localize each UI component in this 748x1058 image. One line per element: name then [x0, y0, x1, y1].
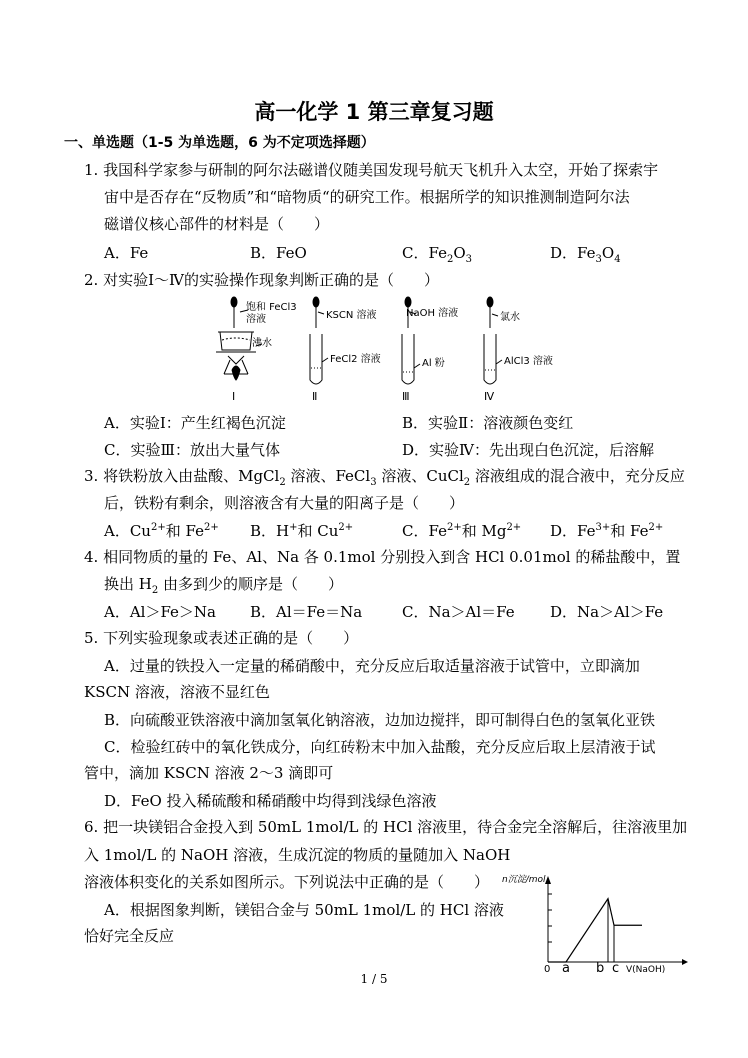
q5-option-b[interactable]: B．向硫酸亚铁溶液中滴加氢氧化钠溶液，边加边搅拌，即可制得白色的氢氧化亚铁 — [104, 711, 656, 729]
q6-option-a-cont: 恰好完全反应 — [84, 927, 175, 945]
q4-option-a[interactable]: A．Al＞Fe＞Na — [104, 603, 216, 621]
q4-line1: 4. 相同物质的量的 Fe、Al、Na 各 0.1mol 分别投入到含 HCl 0.01mol 的稀盐酸中，置 — [84, 548, 681, 566]
fig-label-fecl3: 饱和 FeCl3 — [246, 302, 297, 313]
page-number: 1 / 5 — [360, 972, 388, 986]
q1-option-b[interactable]: B．FeO — [250, 244, 307, 262]
q1-line3: 磁谱仪核心部件的材料是（ ） — [104, 215, 330, 233]
q6-option-a[interactable]: A．根据图象判断，镁铝合金与 50mL 1mol/L 的 HCl 溶液 — [104, 901, 504, 919]
beaker-icon — [216, 332, 256, 352]
q2-stem: 2. 对实验Ⅰ～Ⅳ的实验操作现象判断正确的是（ ） — [84, 271, 439, 289]
x-tick-label: b — [596, 961, 605, 974]
q5-stem: 5. 下列实验现象或表述正确的是（ ） — [84, 629, 359, 647]
fig-label-fecl2: FeCl2 溶液 — [330, 354, 381, 365]
fig-label-chlorine-water: 氯水 — [500, 312, 520, 323]
fig-label-solution: 溶液 — [246, 314, 266, 325]
x-tick-label: 0 — [544, 964, 551, 974]
q5-option-c[interactable]: C．检验红砖中的氧化铁成分，向红砖粉末中加入盐酸，充分反应后取上层清液于试 — [104, 738, 656, 756]
q1-option-d-text: D．$Fe_3O_4$ — [550, 244, 621, 265]
fig-roman-4: Ⅳ — [484, 390, 495, 403]
experiment-figure — [210, 294, 570, 406]
q3-option-c[interactable]: C．$Fe^{2+}$和 $Mg^{2+}$ — [402, 522, 522, 540]
fig-label-alcl3: AlCl3 溶液 — [504, 356, 553, 367]
y-axis-label: n沉淀/mol — [502, 875, 546, 885]
x-axis-label: V(NaOH) — [626, 965, 666, 974]
fig-label-kscn: KSCN 溶液 — [326, 310, 377, 321]
q3-option-d[interactable]: D．$Fe^{3+}$和 $Fe^{2+}$ — [550, 522, 664, 540]
q6-line3: 溶液体积变化的关系如图所示。下列说法中正确的是（ ） — [84, 873, 490, 891]
q1-option-d[interactable] — [550, 242, 621, 263]
x-tick-label: a — [562, 961, 570, 974]
q2-option-d[interactable]: D．实验Ⅳ：先出现白色沉淀，后溶解 — [402, 441, 655, 459]
q3-line1: 3. 将铁粉放入由盐酸、MgCl$_2$ 溶液、FeCl$_3$ 溶液、CuCl$_2$ 溶液组成的混合液中，充分反应 — [84, 467, 685, 488]
q2-option-a[interactable]: A．实验Ⅰ：产生红褐色沉淀 — [104, 414, 286, 432]
dropper-icon — [231, 297, 237, 328]
q6-line1: 6. 把一块镁铝合金投入到 50mL 1mol/L 的 HCl 溶液里，待合金完全溶解后，往溶液里加 — [84, 818, 688, 836]
precipitate-chart — [496, 868, 692, 974]
q1-option-a[interactable]: A．Fe — [104, 244, 149, 262]
test-tube-icon — [310, 334, 322, 384]
x-axis-arrow — [682, 959, 688, 965]
q1-line1: 1. 我国科学家参与研制的阿尔法磁谱仪随美国发现号航天飞机升入太空，开始了探索宇 — [84, 161, 659, 179]
x-tick-label: c — [612, 961, 620, 974]
q5-option-d[interactable]: D．FeO 投入稀硫酸和稀硝酸中均得到浅绿色溶液 — [104, 792, 437, 810]
dropper-icon — [487, 297, 493, 328]
fig-label-naoh: NaOH 溶液 — [406, 308, 459, 319]
fig-roman-3: Ⅲ — [402, 390, 410, 403]
q1-line2: 宙中是否存在“反物质”和“暗物质“的研究工作。根据所学的知识推测制造阿尔法 — [104, 188, 630, 206]
q5-option-c-cont: 管中，滴加 KSCN 溶液 2～3 滴即可 — [84, 764, 334, 782]
fig-roman-1: Ⅰ — [232, 390, 236, 403]
q4-option-b[interactable]: B．Al＝Fe＝Na — [250, 603, 363, 621]
series-line — [548, 899, 642, 962]
q3-line2: 后，铁粉有剩余，则溶液含有大量的阳离子是（ ） — [104, 494, 465, 512]
q3-option-a[interactable]: A．$Cu^{2+}$和 $Fe^{2+}$ — [104, 522, 219, 540]
q1-option-c-text: C．$Fe_2O_3$ — [402, 244, 473, 265]
q3-option-b[interactable]: B．H+和 $Cu^{2+}$ — [250, 522, 354, 540]
q6-line2: 入 1mol/L 的 NaOH 溶液，生成沉淀的物质的量随加入 NaOH — [84, 846, 511, 864]
section-heading: 一、单选题（1-5 为单选题，6 为不定项选择题） — [64, 135, 375, 151]
q2-option-c[interactable]: C．实验Ⅲ：放出大量气体 — [104, 441, 280, 459]
test-tube-icon — [402, 334, 414, 384]
q4-option-d[interactable]: D．Na＞Al＞Fe — [550, 603, 664, 621]
fig-roman-2: Ⅱ — [312, 390, 318, 403]
fig-label-al-powder: Al 粉 — [422, 358, 445, 369]
q1-option-c[interactable] — [402, 242, 472, 263]
y-axis-arrow — [545, 876, 551, 884]
q5-option-a-cont: KSCN 溶液，溶液不显红色 — [84, 683, 270, 701]
page-title: 高一化学 1 第三章复习题 — [254, 100, 494, 124]
q4-option-c[interactable]: C．Na＞Al＝Fe — [402, 603, 515, 621]
q5-option-a[interactable]: A．过量的铁投入一定量的稀硝酸中，充分反应后取适量溶液于试管中，立即滴加 — [104, 657, 640, 675]
q4-line2: 换出 $H_2$ 由多到少的顺序是（ ） — [104, 575, 344, 596]
q2-option-b[interactable]: B．实验Ⅱ：溶液颜色变红 — [402, 414, 574, 432]
test-tube-icon — [484, 334, 496, 384]
fig-label-boiling-water: 沸水 — [252, 338, 272, 349]
burner-icon — [224, 356, 248, 380]
